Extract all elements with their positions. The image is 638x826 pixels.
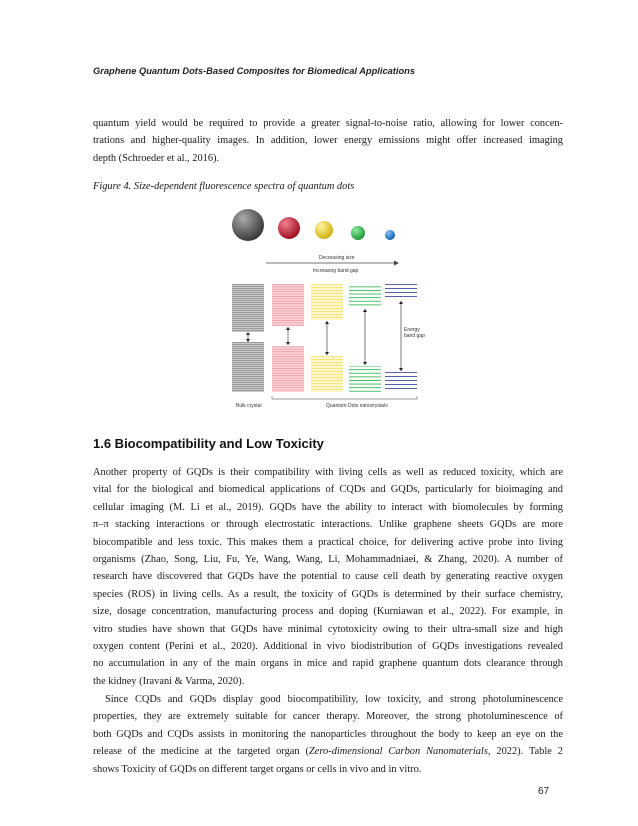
body-line: vital for the biological and biomedical applications of CQDs and GQDs, particularly for bioimaging and	[93, 484, 563, 496]
body-line: vitro studies have shown that GQDs have minimal cytotoxicity owing to their ultra-small size and high	[93, 623, 563, 635]
energy-label: Energy	[404, 327, 420, 333]
body-line: properties, they are extremely suitable for cancer therapy. Moreover, the strong photoluminescence of	[93, 711, 563, 723]
text-fragment: , 2022). Table 2	[487, 746, 563, 758]
cited-title: Zero-dimensional Carbon Nanomaterials	[309, 746, 488, 758]
yellow-upper-band	[311, 284, 343, 320]
figure-caption: Figure 4. Size-dependent fluorescence spectra of quantum dots	[93, 181, 355, 192]
blue-upper-band	[385, 284, 417, 300]
page-number: 67	[538, 786, 550, 797]
body-line: cellular imaging (M. Li et al., 2019). GQDs have the ability to interact with biomolecules by forming	[93, 501, 563, 513]
bulk-crystal-label: Bulk crystal	[236, 403, 262, 409]
red-lower-band	[272, 346, 304, 392]
green-lower-band	[349, 366, 381, 392]
body-line: the kidney (Iravani & Varma, 2020).	[93, 675, 245, 687]
section-paragraph-2	[93, 691, 563, 778]
body-line: π–π stacking interactions or through electrostatic interactions. Unlike graphene sheets GQDs are more	[93, 519, 563, 531]
green-quantum-dot-icon	[351, 226, 365, 240]
section-heading: 1.6 Biocompatibility and Low Toxicity	[93, 436, 324, 451]
decreasing-size-label: Decreasing size	[319, 255, 355, 261]
size-arrow-head-icon	[394, 261, 399, 266]
red-upper-band	[272, 284, 304, 326]
body-line: oxygen content (Perini et al., 2020). Additional in vivo biodistribution of GQDs investigations revealed	[93, 641, 563, 653]
body-line: both GQDs and CQDs assists in monitoring the nanoparticles throughout the body to keep an eye on the	[93, 728, 563, 740]
body-line: biocompatible and less toxic. This makes them a practical choice, for delivering active probe into living	[93, 536, 563, 548]
quantum-dots-bracket	[272, 396, 417, 399]
body-line: Since CQDs and GQDs display good biocompatibility, low toxicity, and strong photoluminescence	[105, 694, 563, 705]
body-line: species (ROS) in living cells. As a result, the toxicity of GQDs is determined by their surface chemistry,	[93, 588, 563, 600]
running-header: Graphene Quantum Dots-Based Composites for Biomedical Applications	[93, 66, 415, 76]
quantum-dots-label: Quantum Dots nanocrystals	[326, 403, 388, 409]
body-line: research have discovered that GQDs have the potential to cause cell death by generating reactive oxygen	[93, 571, 563, 583]
body-line: no accumulation in any of the main organs in mice and rapid graphene quantum dots clearance through	[93, 658, 563, 670]
intro-paragraph	[93, 115, 563, 167]
increasing-band-gap-label: Increasing band gap	[313, 268, 359, 274]
body-line: shows Toxicity of GQDs on different target organs or cells in vivo and in vitro.	[93, 763, 422, 775]
body-line: size, dosage concentration, manufacturing process and doping (Kurniawan et al., 2022). For example, in	[93, 606, 563, 618]
red-quantum-dot-icon	[278, 217, 300, 239]
band-gap-diagram	[222, 200, 428, 416]
quantum-dots-figure	[222, 200, 428, 416]
band-gap-label: band gap	[404, 333, 425, 339]
section-paragraph-1	[93, 464, 563, 690]
bulk-lower-band	[232, 342, 264, 392]
yellow-lower-band	[311, 356, 343, 392]
intro-line: trations and higher-quality images. In addition, lower energy emissions might offer increased imaging	[93, 135, 563, 147]
blue-lower-band	[385, 372, 417, 392]
body-line: organisms (Zhao, Song, Liu, Fu, Ye, Wang, Wang, Li, Mohammadniaei, & Zhang, 2020). A number of	[93, 554, 563, 566]
bulk-upper-band	[232, 284, 264, 332]
body-line: Another property of GQDs is their compatibility with living cells as well as reduced toxicity, which are	[93, 467, 563, 478]
intro-line: depth (Schroeder et al., 2016).	[93, 152, 220, 164]
blue-quantum-dot-icon	[385, 230, 395, 240]
bulk-crystal-sphere-icon	[232, 209, 264, 241]
text-fragment: release of the medicine at the targeted organ (	[93, 746, 309, 758]
yellow-quantum-dot-icon	[315, 221, 333, 239]
intro-line: quantum yield would be required to provide a greater signal-to-noise ratio, allowing for lower concen-	[93, 118, 563, 129]
body-line	[93, 743, 563, 760]
green-upper-band	[349, 284, 381, 308]
